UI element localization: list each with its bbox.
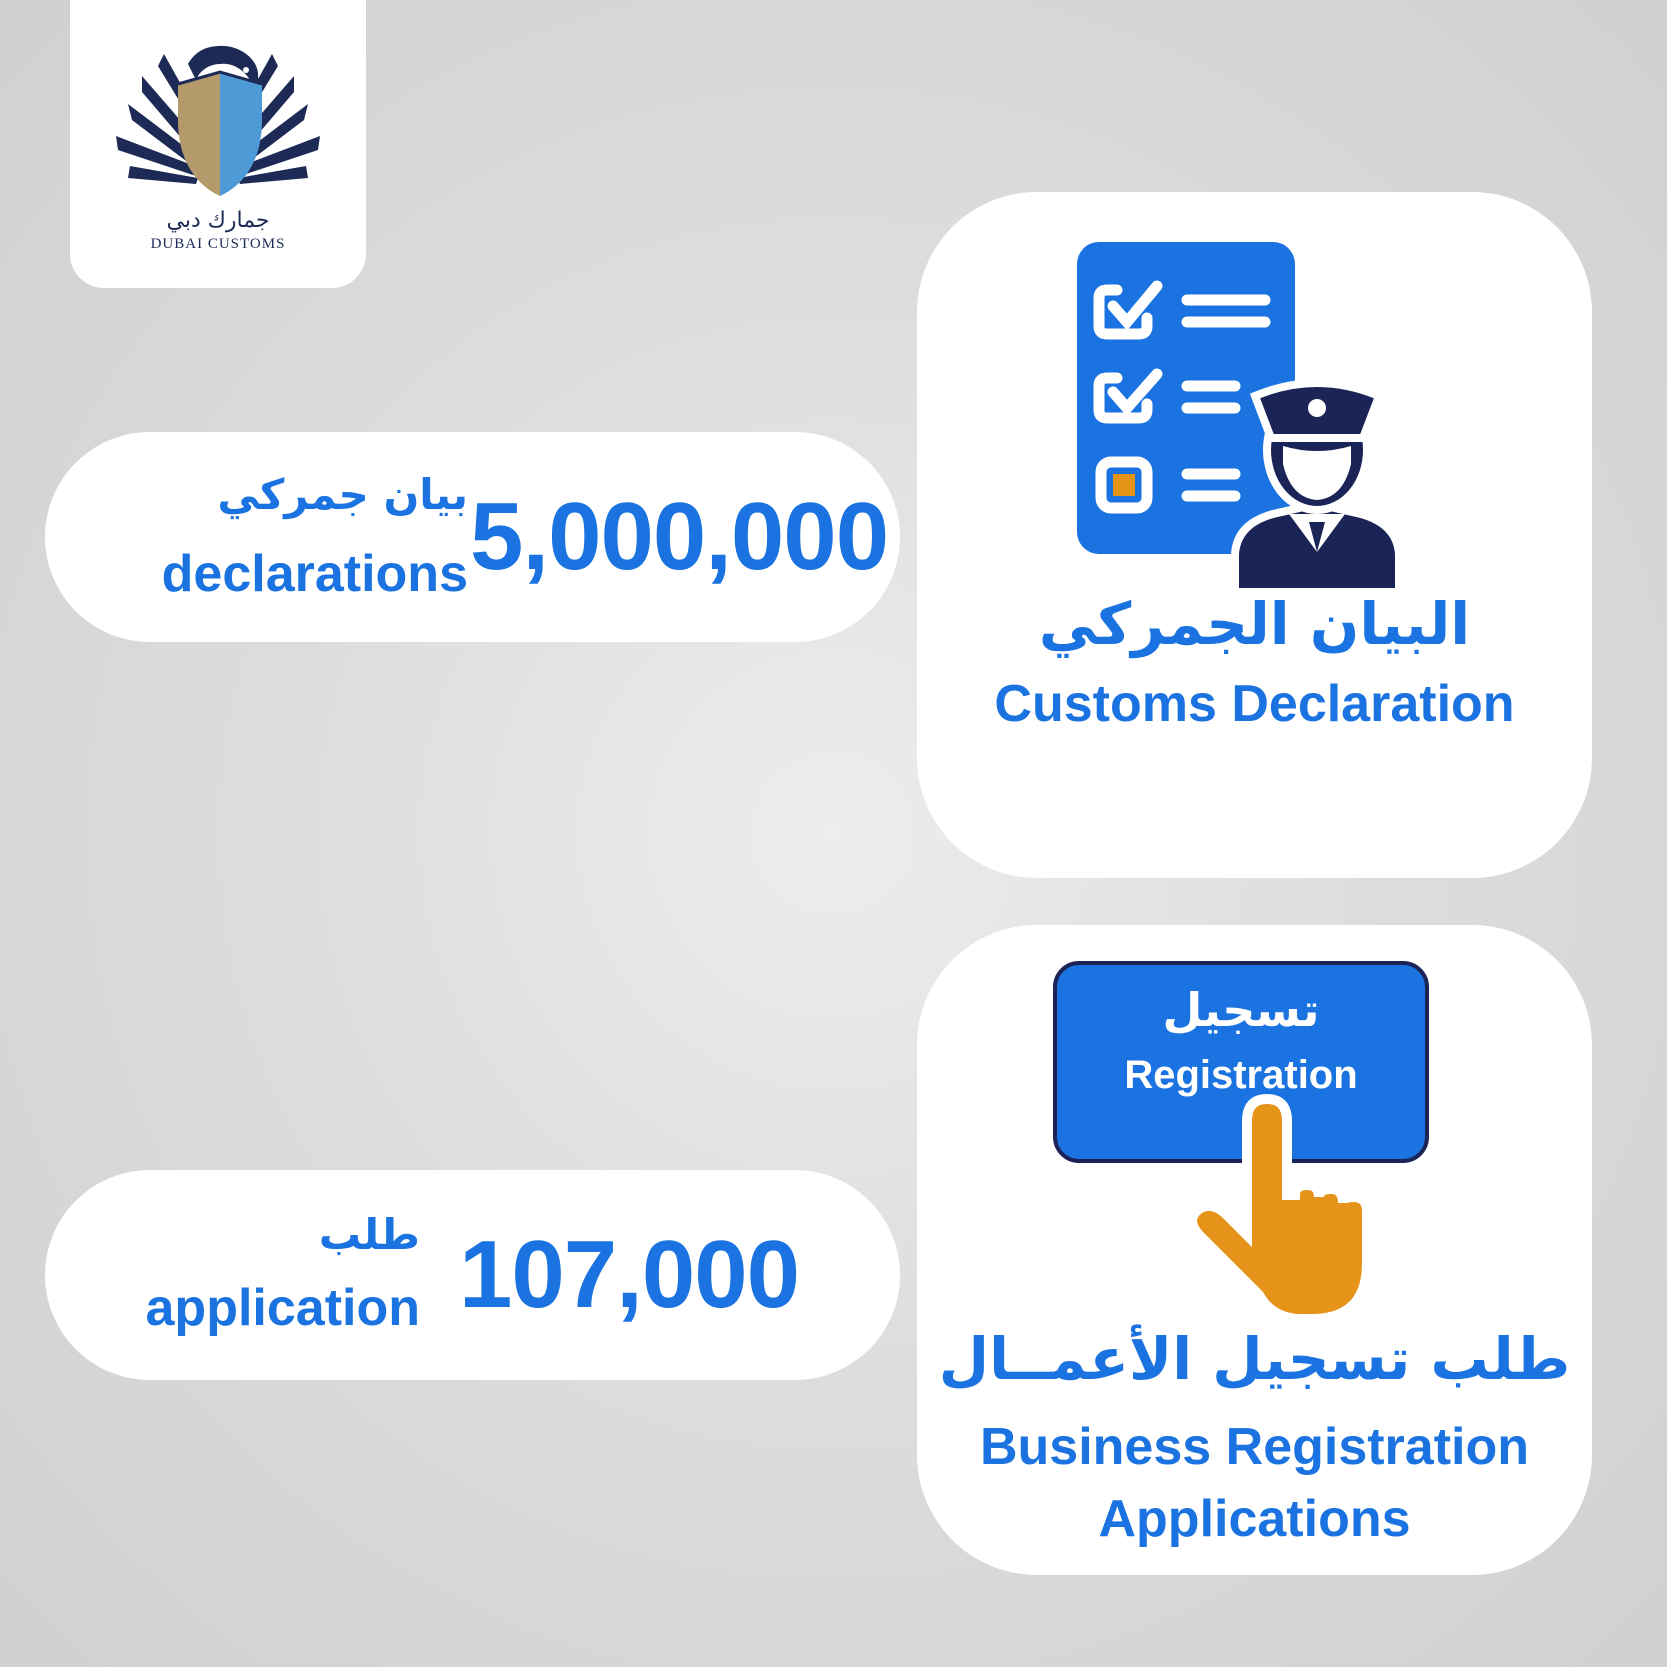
registration-button-arabic: تسجيل xyxy=(1162,983,1320,1037)
business-registration-title-english-line1: Business Registration xyxy=(979,1418,1530,1476)
logo-english-text: DUBAI CUSTOMS xyxy=(150,236,286,252)
logo-arabic-text: جمارك دبي xyxy=(166,208,270,233)
checklist-officer-icon xyxy=(1077,242,1417,592)
customs-declaration-card xyxy=(917,192,1592,878)
business-registration-title-arabic: طلب تسجيل الأعمــال xyxy=(938,1325,1571,1393)
dubai-customs-falcon-logo-icon xyxy=(70,0,366,210)
declarations-count: 5,000,000 xyxy=(470,483,889,590)
applications-label-english: application xyxy=(145,1279,420,1337)
declarations-label-english: declarations xyxy=(161,545,468,603)
applications-label-arabic: طلب xyxy=(318,1210,420,1259)
applications-stat-pill xyxy=(45,1170,900,1380)
customs-declaration-title-arabic: البيان الجمركي xyxy=(1038,590,1471,658)
registration-button-english: Registration xyxy=(1124,1053,1358,1097)
logo-card xyxy=(70,0,366,288)
business-registration-card xyxy=(917,925,1592,1575)
declarations-stat-pill xyxy=(45,432,900,642)
applications-count: 107,000 xyxy=(459,1221,800,1328)
pointing-hand-icon xyxy=(1187,1085,1407,1325)
declarations-label-arabic: بيان جمركي xyxy=(217,470,468,519)
business-registration-title-english-line2: Applications xyxy=(1098,1490,1411,1548)
customs-declaration-title-english: Customs Declaration xyxy=(994,675,1515,733)
